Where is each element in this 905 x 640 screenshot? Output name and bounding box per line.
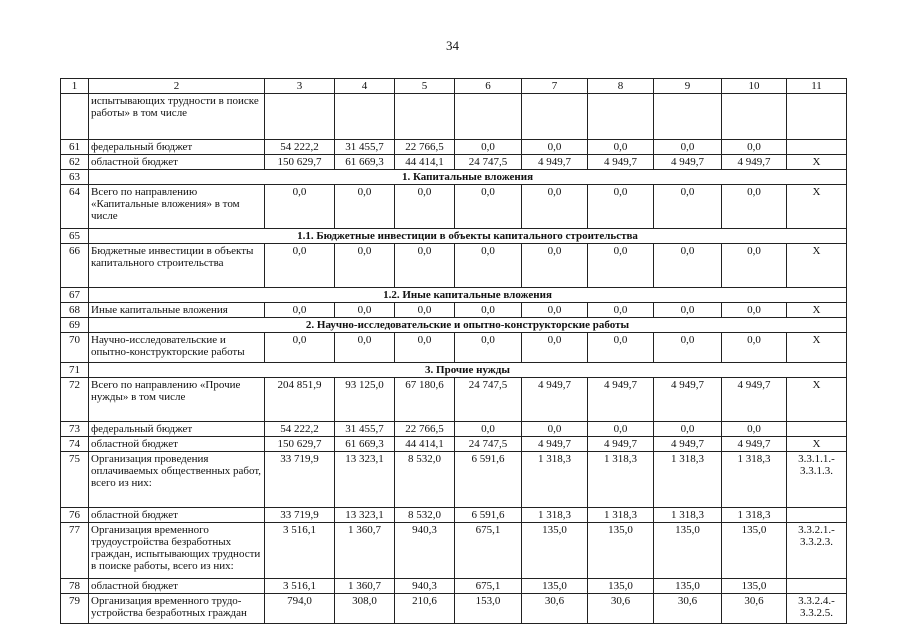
- value-cell: 153,0: [455, 594, 522, 624]
- item-name: Организация проведения оплачиваемых общественных работ, всего из них:: [89, 452, 265, 508]
- value-cell: 1 318,3: [722, 508, 787, 523]
- item-name: Иные капитальные вложения: [89, 303, 265, 318]
- value-cell: 135,0: [722, 523, 787, 579]
- value-cell: 0,0: [654, 185, 722, 229]
- value-cell: 0,0: [722, 422, 787, 437]
- value-cell: 4 949,7: [654, 437, 722, 452]
- value-cell: 0,0: [654, 422, 722, 437]
- reference-cell: 3.3.2.1.- 3.3.2.3.: [787, 523, 847, 579]
- value-cell: 204 851,9: [265, 378, 335, 422]
- value-cell: 135,0: [588, 579, 654, 594]
- value-cell: 0,0: [722, 303, 787, 318]
- row-number: 64: [61, 185, 89, 229]
- value-cell: 4 949,7: [722, 437, 787, 452]
- value-cell: 0,0: [265, 244, 335, 288]
- header-cell: 6: [455, 79, 522, 94]
- value-cell: 940,3: [395, 523, 455, 579]
- value-cell: 675,1: [455, 579, 522, 594]
- value-cell: 0,0: [588, 185, 654, 229]
- value-cell: 0,0: [522, 303, 588, 318]
- value-cell: 44 414,1: [395, 437, 455, 452]
- value-cell: 33 719,9: [265, 452, 335, 508]
- value-cell: 0,0: [654, 140, 722, 155]
- value-cell: 135,0: [654, 579, 722, 594]
- value-cell: 210,6: [395, 594, 455, 624]
- value-cell: 0,0: [265, 303, 335, 318]
- reference-cell: [787, 579, 847, 594]
- value-cell: 135,0: [722, 579, 787, 594]
- item-name: областной бюджет: [89, 579, 265, 594]
- value-cell: 1 318,3: [588, 508, 654, 523]
- row-number: 69: [61, 318, 89, 333]
- value-cell: 150 629,7: [265, 155, 335, 170]
- header-cell: 2: [89, 79, 265, 94]
- value-cell: 4 949,7: [588, 155, 654, 170]
- value-cell: 4 949,7: [722, 378, 787, 422]
- value-cell: 794,0: [265, 594, 335, 624]
- reference-cell: Х: [787, 303, 847, 318]
- row-number: 73: [61, 422, 89, 437]
- value-cell: 1 318,3: [654, 508, 722, 523]
- value-cell: 30,6: [522, 594, 588, 624]
- value-cell: 3 516,1: [265, 523, 335, 579]
- value-cell: 0,0: [265, 185, 335, 229]
- item-name: областной бюджет: [89, 508, 265, 523]
- item-name: Бюджетные инвестиции в объекты капитального строительства: [89, 244, 265, 288]
- section-row: [61, 363, 847, 378]
- table-row: [61, 594, 847, 624]
- value-cell: 308,0: [335, 594, 395, 624]
- value-cell: 0,0: [455, 244, 522, 288]
- section-row: [61, 170, 847, 185]
- row-number: 72: [61, 378, 89, 422]
- header-cell: 9: [654, 79, 722, 94]
- value-cell: 30,6: [588, 594, 654, 624]
- table-row: [61, 452, 847, 508]
- row-number: 76: [61, 508, 89, 523]
- value-cell: 0,0: [522, 185, 588, 229]
- table-row: [61, 140, 847, 155]
- value-cell: 675,1: [455, 523, 522, 579]
- item-name: федеральный бюджет: [89, 422, 265, 437]
- header-cell: 8: [588, 79, 654, 94]
- value-cell: 1 360,7: [335, 579, 395, 594]
- value-cell: 4 949,7: [522, 437, 588, 452]
- table-row: [61, 244, 847, 288]
- row-number: 62: [61, 155, 89, 170]
- value-cell: 8 532,0: [395, 452, 455, 508]
- value-cell: 54 222,2: [265, 140, 335, 155]
- value-cell: 31 455,7: [335, 140, 395, 155]
- reference-cell: [787, 140, 847, 155]
- header-cell: 3: [265, 79, 335, 94]
- value-cell: 0,0: [588, 333, 654, 363]
- section-row: [61, 288, 847, 303]
- value-cell: 24 747,5: [455, 437, 522, 452]
- header-cell: 4: [335, 79, 395, 94]
- section-row: [61, 229, 847, 244]
- value-cell: [265, 94, 335, 140]
- row-number: 71: [61, 363, 89, 378]
- row-number: 77: [61, 523, 89, 579]
- value-cell: 0,0: [455, 333, 522, 363]
- item-name: федеральный бюджет: [89, 140, 265, 155]
- reference-cell: 3.3.2.4.- 3.3.2.5.: [787, 594, 847, 624]
- header-row: [61, 79, 847, 94]
- value-cell: 24 747,5: [455, 378, 522, 422]
- reference-cell: 3.3.1.1.- 3.3.1.3.: [787, 452, 847, 508]
- row-number: 70: [61, 333, 89, 363]
- value-cell: 61 669,3: [335, 155, 395, 170]
- value-cell: 0,0: [455, 422, 522, 437]
- table-row: [61, 333, 847, 363]
- row-number: 66: [61, 244, 89, 288]
- row-number: 75: [61, 452, 89, 508]
- value-cell: [588, 94, 654, 140]
- table-row: [61, 437, 847, 452]
- value-cell: 0,0: [522, 333, 588, 363]
- value-cell: 1 318,3: [522, 452, 588, 508]
- reference-cell: Х: [787, 155, 847, 170]
- value-cell: 135,0: [522, 579, 588, 594]
- value-cell: [455, 94, 522, 140]
- value-cell: 13 323,1: [335, 508, 395, 523]
- row-number: 61: [61, 140, 89, 155]
- value-cell: 0,0: [335, 185, 395, 229]
- value-cell: 22 766,5: [395, 422, 455, 437]
- table-row: [61, 579, 847, 594]
- section-row: [61, 318, 847, 333]
- reference-cell: Х: [787, 185, 847, 229]
- item-name: Организация временного трудо- устройства безработных граждан: [89, 594, 265, 624]
- value-cell: 67 180,6: [395, 378, 455, 422]
- value-cell: 0,0: [588, 422, 654, 437]
- value-cell: 0,0: [265, 333, 335, 363]
- value-cell: 93 125,0: [335, 378, 395, 422]
- value-cell: [654, 94, 722, 140]
- value-cell: 0,0: [722, 244, 787, 288]
- value-cell: 3 516,1: [265, 579, 335, 594]
- value-cell: 135,0: [522, 523, 588, 579]
- row-number: 68: [61, 303, 89, 318]
- value-cell: 8 532,0: [395, 508, 455, 523]
- value-cell: 30,6: [722, 594, 787, 624]
- header-cell: 10: [722, 79, 787, 94]
- value-cell: 33 719,9: [265, 508, 335, 523]
- value-cell: 4 949,7: [522, 155, 588, 170]
- section-title: 1.2. Иные капитальные вложения: [89, 288, 847, 303]
- value-cell: 1 318,3: [588, 452, 654, 508]
- table-row: [61, 94, 847, 140]
- value-cell: 4 949,7: [588, 437, 654, 452]
- value-cell: 940,3: [395, 579, 455, 594]
- value-cell: 13 323,1: [335, 452, 395, 508]
- item-name: Научно-исследовательские и опытно-конструкторские работы: [89, 333, 265, 363]
- reference-cell: [787, 508, 847, 523]
- value-cell: 135,0: [654, 523, 722, 579]
- value-cell: 0,0: [722, 185, 787, 229]
- row-number: 78: [61, 579, 89, 594]
- value-cell: 0,0: [588, 303, 654, 318]
- value-cell: 0,0: [335, 333, 395, 363]
- value-cell: 6 591,6: [455, 452, 522, 508]
- row-number: 79: [61, 594, 89, 624]
- item-name: Организация временного трудоустройства безработных граждан, испытывающих трудности в поиске работы, всего из них:: [89, 523, 265, 579]
- value-cell: [522, 94, 588, 140]
- value-cell: [395, 94, 455, 140]
- value-cell: 0,0: [455, 185, 522, 229]
- value-cell: 4 949,7: [588, 378, 654, 422]
- value-cell: 44 414,1: [395, 155, 455, 170]
- value-cell: 0,0: [395, 244, 455, 288]
- value-cell: 0,0: [654, 244, 722, 288]
- header-cell: 11: [787, 79, 847, 94]
- value-cell: 150 629,7: [265, 437, 335, 452]
- table-row: [61, 155, 847, 170]
- item-name: областной бюджет: [89, 437, 265, 452]
- item-name: испытывающих трудности в поиске работы» в том числе: [89, 94, 265, 140]
- table-row: [61, 422, 847, 437]
- table-row: [61, 303, 847, 318]
- value-cell: 24 747,5: [455, 155, 522, 170]
- table-row: [61, 508, 847, 523]
- value-cell: 0,0: [588, 244, 654, 288]
- row-number: 67: [61, 288, 89, 303]
- value-cell: 0,0: [455, 140, 522, 155]
- section-title: 2. Научно-исследовательские и опытно-конструкторские работы: [89, 318, 847, 333]
- value-cell: 6 591,6: [455, 508, 522, 523]
- value-cell: 1 318,3: [654, 452, 722, 508]
- value-cell: 4 949,7: [654, 155, 722, 170]
- table-row: [61, 523, 847, 579]
- reference-cell: Х: [787, 378, 847, 422]
- value-cell: 0,0: [395, 333, 455, 363]
- value-cell: 0,0: [522, 422, 588, 437]
- value-cell: 0,0: [588, 140, 654, 155]
- row-number: 65: [61, 229, 89, 244]
- reference-cell: Х: [787, 244, 847, 288]
- header-cell: 7: [522, 79, 588, 94]
- budget-table: [60, 78, 847, 624]
- value-cell: 0,0: [522, 140, 588, 155]
- table-row: [61, 185, 847, 229]
- section-title: 3. Прочие нужды: [89, 363, 847, 378]
- item-name: Всего по направлению «Капитальные вложения» в том числе: [89, 185, 265, 229]
- value-cell: 0,0: [455, 303, 522, 318]
- item-name: областной бюджет: [89, 155, 265, 170]
- value-cell: 0,0: [395, 185, 455, 229]
- value-cell: 0,0: [522, 244, 588, 288]
- row-number: 74: [61, 437, 89, 452]
- row-number: [61, 94, 89, 140]
- value-cell: [722, 94, 787, 140]
- value-cell: 0,0: [654, 333, 722, 363]
- row-number: 63: [61, 170, 89, 185]
- value-cell: [335, 94, 395, 140]
- value-cell: 4 949,7: [722, 155, 787, 170]
- section-title: 1.1. Бюджетные инвестиции в объекты капитального строительства: [89, 229, 847, 244]
- reference-cell: [787, 422, 847, 437]
- value-cell: 1 360,7: [335, 523, 395, 579]
- value-cell: 0,0: [335, 303, 395, 318]
- value-cell: 4 949,7: [522, 378, 588, 422]
- value-cell: 135,0: [588, 523, 654, 579]
- reference-cell: [787, 94, 847, 140]
- value-cell: 1 318,3: [522, 508, 588, 523]
- reference-cell: Х: [787, 437, 847, 452]
- value-cell: 22 766,5: [395, 140, 455, 155]
- header-cell: 5: [395, 79, 455, 94]
- value-cell: 4 949,7: [654, 378, 722, 422]
- value-cell: 31 455,7: [335, 422, 395, 437]
- item-name: Всего по направлению «Прочие нужды» в том числе: [89, 378, 265, 422]
- value-cell: 30,6: [654, 594, 722, 624]
- value-cell: 0,0: [395, 303, 455, 318]
- header-cell: 1: [61, 79, 89, 94]
- value-cell: 0,0: [654, 303, 722, 318]
- table-row: [61, 378, 847, 422]
- section-title: 1. Капитальные вложения: [89, 170, 847, 185]
- value-cell: 0,0: [722, 333, 787, 363]
- value-cell: 61 669,3: [335, 437, 395, 452]
- value-cell: 54 222,2: [265, 422, 335, 437]
- reference-cell: Х: [787, 333, 847, 363]
- value-cell: 0,0: [722, 140, 787, 155]
- value-cell: 0,0: [335, 244, 395, 288]
- value-cell: 1 318,3: [722, 452, 787, 508]
- page-number: 34: [446, 38, 459, 53]
